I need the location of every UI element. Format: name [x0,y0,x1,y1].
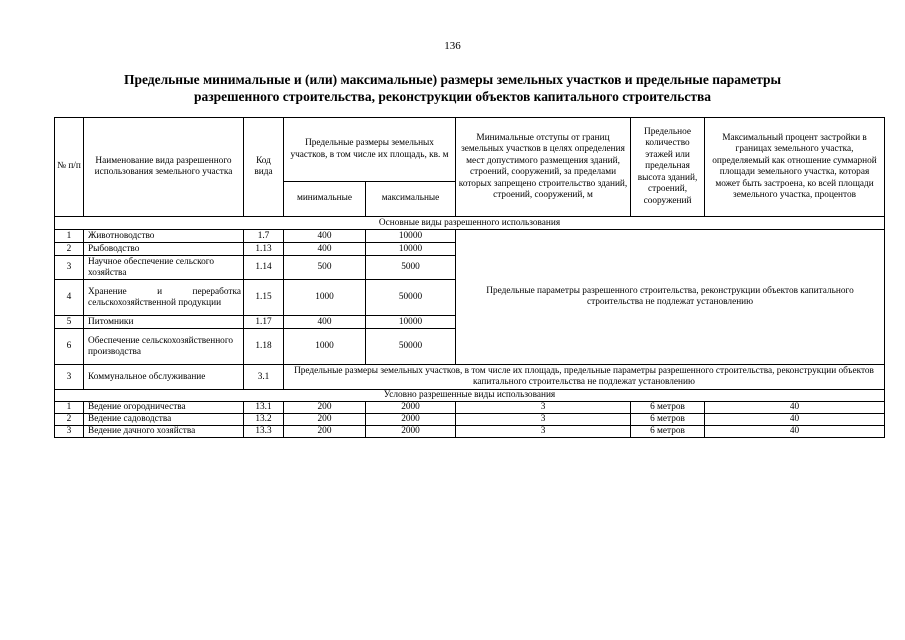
section-conditional-heading: Условно разрешенные виды использования [55,390,885,402]
header-setbacks: Минимальные отступы от границ земельных участков в целях определения мест допустимого размещения зданий, строений, сооружений, за пределами которых запрещено строительство зданий, строений, сооружений, м [456,118,631,217]
header-min: минимальные [284,182,366,217]
header-max: максимальные [366,182,456,217]
document-title [60,71,845,105]
header-floors: Предельное количество этажей или предельная высота зданий, строений, сооружений [631,118,705,217]
table-row: 2 Рыбоводство 1.13 400 10000 [55,243,885,256]
table-row: 3 Ведение дачного хозяйства 13.3 200 2000 3 6 метров 40 [55,426,885,438]
table-row: 5 Питомники 1.17 400 10000 [55,316,885,329]
header-coverage: Максимальный процент застройки в границах земельного участка, определяемый как отношение суммарной площади земельного участка, которая может быть застроена, ко всей площади земельного участка, процентов [705,118,885,217]
table-row: 1 Ведение огородничества 13.1 200 2000 3 6 метров 40 [55,402,885,414]
table-row: 1 Животноводство 1.7 400 10000 Предельные параметры разрешенного строительства, реконструкции объектов капитального строительства не подлежат установлению [55,230,885,243]
header-name: Наименование вида разрешенного использования земельного участка [84,118,244,217]
table-row: 4 Хранение и переработка сельскохозяйственной продукции 1.15 1000 50000 [55,280,885,316]
section-main-heading: Основные виды разрешенного использования [55,217,885,230]
header-num: № п/п [55,118,84,217]
table-row: 3 Коммунальное обслуживание 3.1 Предельные размеры земельных участков, в том числе их площадь, предельные параметры разрешенного строительства, реконструкции объектов капитального строительства не подлежат установлению [55,365,885,390]
table-row: 3 Научное обеспечение сельского хозяйства 1.14 500 5000 [55,256,885,280]
header-sizes: Предельные размеры земельных участков, в том числе их площадь, кв. м [284,118,456,182]
communal-note: Предельные размеры земельных участков, в том числе их площадь, предельные параметры разрешенного строительства, реконструкции объектов капитального строительства не подлежат установлению [284,365,885,390]
page-number: 136 [444,40,461,52]
title-line-1: Предельные минимальные и (или) максимальные) размеры земельных участков и предельные параметры [123,72,782,87]
main-parameters-note: Предельные параметры разрешенного строительства, реконструкции объектов капитального строительства не подлежат установлению [456,230,885,365]
table-row: 2 Ведение садоводства 13.2 200 2000 3 6 метров 40 [55,414,885,426]
title-line-2: разрешенного строительства, реконструкции объектов капитального строительства [193,89,712,104]
table-row: 6 Обеспечение сельскохозяйственного производства 1.18 1000 50000 [55,329,885,365]
land-use-parameters-table [54,117,885,438]
header-code: Код вида [244,118,284,217]
